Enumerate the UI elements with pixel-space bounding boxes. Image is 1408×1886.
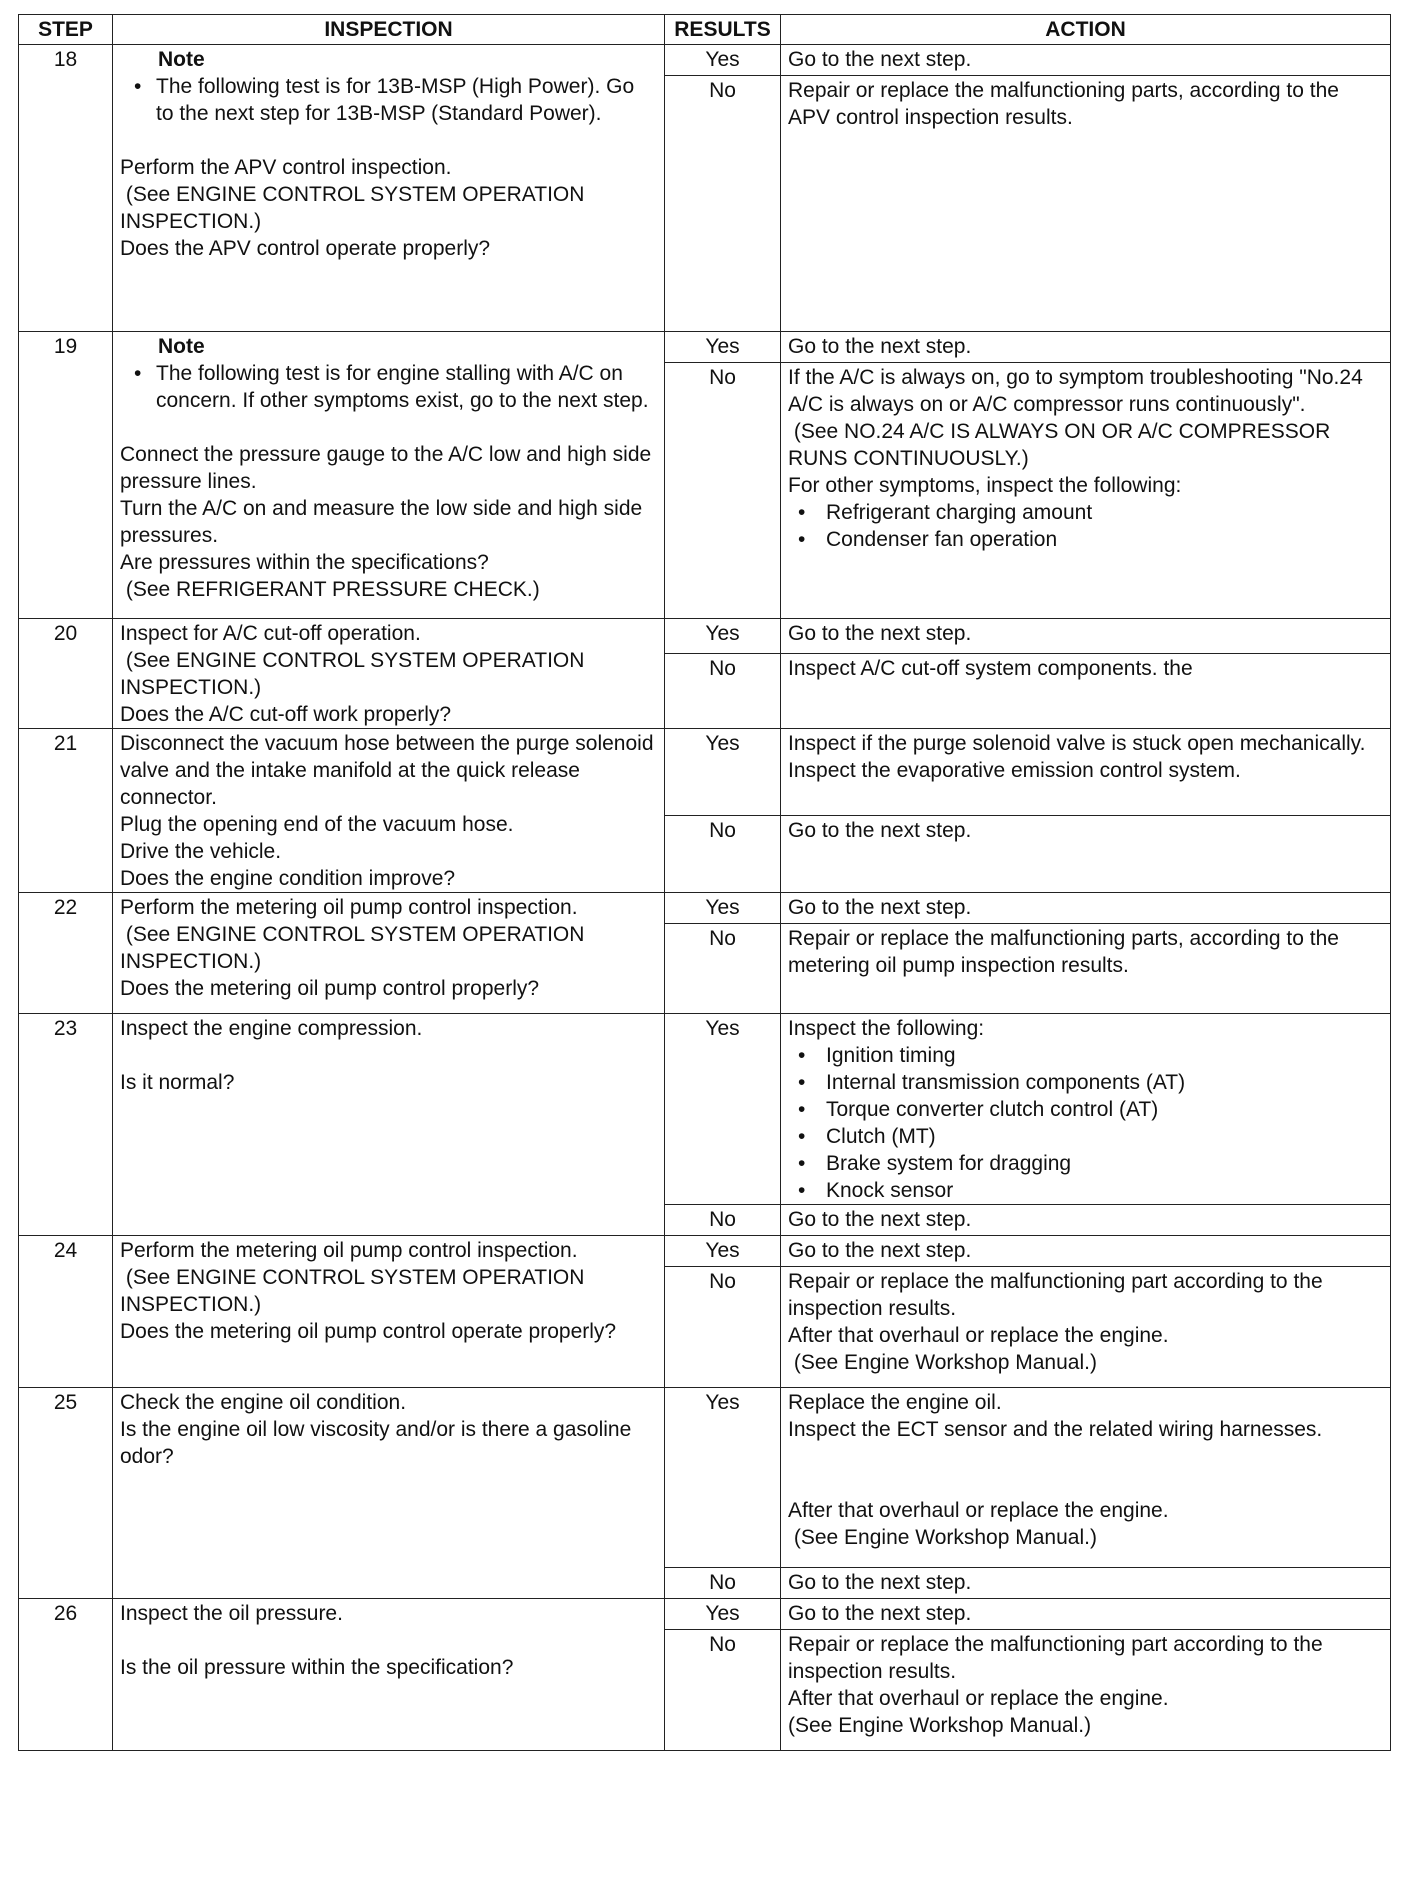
action-line: Inspect A/C cut-off system components. the <box>788 656 1193 680</box>
action-cell <box>781 1630 1391 1751</box>
result-no: No <box>665 76 781 332</box>
bullet-icon: • <box>798 1152 806 1175</box>
step-number: 18 <box>19 45 113 332</box>
inspection-cell <box>113 619 665 729</box>
note-text: The following test is for engine stalling with A/C on concern. If other symptoms exist, go to the next step. <box>156 362 649 412</box>
step-number: 19 <box>19 332 113 619</box>
table-row <box>19 893 1391 924</box>
step-number: 21 <box>19 729 113 893</box>
bullet-icon: • <box>798 501 806 524</box>
action-cell <box>781 1236 1391 1267</box>
inspection-line: Connect the pressure gauge to the A/C low and high side pressure lines. <box>120 443 658 493</box>
table-row <box>19 1236 1391 1267</box>
note-text: The following test is for 13B-MSP (High Power). Go to the next step for 13B-MSP (Standard Power). <box>156 75 635 125</box>
result-yes: Yes <box>665 1014 781 1205</box>
inspection-line: (See ENGINE CONTROL SYSTEM OPERATION INSPECTION.) <box>120 1266 591 1316</box>
action-line: Repair or replace the malfunctioning part according to the inspection results. <box>788 1270 1329 1320</box>
inspection-line: Does the metering oil pump control properly? <box>120 977 540 1000</box>
action-bullet-text: Torque converter clutch control (AT) <box>826 1098 1159 1121</box>
table-row <box>19 1014 1391 1205</box>
header-action: ACTION <box>781 15 1391 45</box>
inspection-line: Perform the metering oil pump control inspection. <box>120 896 578 919</box>
spacer <box>120 127 657 154</box>
table-row <box>19 1599 1391 1630</box>
action-line: (See Engine Workshop Manual.) <box>788 1714 1092 1737</box>
inspection-line: Turn the A/C on and measure the low side and high side pressures. <box>120 497 649 547</box>
action-cell <box>781 1014 1391 1205</box>
action-cell <box>781 1388 1391 1568</box>
bullet-icon: • <box>134 362 142 385</box>
note-title: Note <box>158 48 205 71</box>
action-line: For other symptoms, inspect the following: <box>788 474 1182 497</box>
action-line: Inspect the evaporative emission control system. <box>788 759 1241 782</box>
note-title: Note <box>158 335 205 358</box>
spacer <box>788 1443 1383 1470</box>
inspection-line: (See REFRIGERANT PRESSURE CHECK.) <box>120 578 540 601</box>
action-bullet-text: Refrigerant charging amount <box>826 501 1093 524</box>
inspection-cell <box>113 729 665 893</box>
result-yes: Yes <box>665 729 781 816</box>
inspection-line: Inspect the engine compression. <box>120 1017 423 1040</box>
bullet-icon: • <box>134 75 142 98</box>
action-line: Go to the next step. <box>788 1239 972 1262</box>
result-no: No <box>665 1267 781 1388</box>
action-bullet <box>788 499 1383 526</box>
spacer <box>120 1042 657 1069</box>
action-cell <box>781 1205 1391 1236</box>
table-row <box>19 1388 1391 1568</box>
inspection-line: Does the APV control operate properly? <box>120 237 491 260</box>
action-line: Replace the engine oil. <box>788 1391 1002 1414</box>
action-line: Go to the next step. <box>788 335 972 358</box>
inspection-line: (See ENGINE CONTROL SYSTEM OPERATION INSPECTION.) <box>120 649 591 699</box>
action-line: Go to the next step. <box>788 896 972 919</box>
step-number: 24 <box>19 1236 113 1388</box>
table-row <box>19 332 1391 363</box>
bullet-icon: • <box>798 1044 806 1067</box>
action-line: Go to the next step. <box>788 1571 972 1594</box>
action-line: After that overhaul or replace the engine. <box>788 1687 1169 1710</box>
bullet-icon: • <box>798 528 806 551</box>
action-cell <box>781 653 1391 728</box>
result-no: No <box>665 653 781 728</box>
action-line: Repair or replace the malfunctioning parts, according to the metering oil pump inspection results. <box>788 927 1345 977</box>
inspection-cell <box>113 1014 665 1236</box>
action-cell <box>781 924 1391 1014</box>
header-results: RESULTS <box>665 15 781 45</box>
action-bullet <box>788 1042 1383 1069</box>
action-cell <box>781 729 1391 816</box>
inspection-line: Is the oil pressure within the specification? <box>120 1656 514 1679</box>
inspection-line: Perform the APV control inspection. <box>120 156 452 179</box>
result-yes: Yes <box>665 1236 781 1267</box>
action-bullet <box>788 1069 1383 1096</box>
step-number: 23 <box>19 1014 113 1236</box>
action-cell <box>781 1599 1391 1630</box>
inspection-cell <box>113 45 665 332</box>
action-line: Inspect the ECT sensor and the related wiring harnesses. <box>788 1418 1323 1441</box>
action-line: Inspect if the purge solenoid valve is stuck open mechanically. <box>788 732 1366 755</box>
bullet-icon: • <box>798 1125 806 1148</box>
action-cell <box>781 332 1391 363</box>
inspection-line: Check the engine oil condition. <box>120 1391 407 1414</box>
inspection-cell <box>113 1236 665 1388</box>
inspection-line: Does the metering oil pump control operate properly? <box>120 1320 617 1343</box>
action-line: Go to the next step. <box>788 1208 972 1231</box>
action-bullet <box>788 526 1383 553</box>
action-line: (See Engine Workshop Manual.) <box>788 1526 1097 1549</box>
result-yes: Yes <box>665 45 781 76</box>
inspection-line: Does the engine condition improve? <box>120 867 456 890</box>
action-bullet <box>788 1177 1383 1204</box>
action-line: (See Engine Workshop Manual.) <box>788 1351 1097 1374</box>
action-bullet-text: Condenser fan operation <box>826 528 1058 551</box>
action-line: Go to the next step. <box>788 48 972 71</box>
action-line: After that overhaul or replace the engine. <box>788 1499 1169 1522</box>
action-line: Go to the next step. <box>788 1602 972 1625</box>
action-bullet-text: Knock sensor <box>826 1179 954 1202</box>
result-no: No <box>665 1630 781 1751</box>
action-cell <box>781 619 1391 654</box>
note-bullet <box>120 73 657 127</box>
result-no: No <box>665 363 781 619</box>
inspection-line: Perform the metering oil pump control inspection. <box>120 1239 578 1262</box>
bullet-icon: • <box>798 1179 806 1202</box>
inspection-line: (See ENGINE CONTROL SYSTEM OPERATION INSPECTION.) <box>120 923 591 973</box>
action-line: Go to the next step. <box>788 819 972 843</box>
action-line: (See NO.24 A/C IS ALWAYS ON OR A/C COMPRESSOR RUNS CONTINUOUSLY.) <box>788 420 1337 470</box>
action-bullet-text: Brake system for dragging <box>826 1152 1072 1175</box>
action-line: Repair or replace the malfunctioning parts, according to the APV control inspection results. <box>788 79 1344 129</box>
result-no: No <box>665 1568 781 1599</box>
spacer <box>120 414 657 441</box>
action-cell <box>781 1568 1391 1599</box>
action-bullet-text: Internal transmission components (AT) <box>826 1071 1186 1094</box>
action-cell <box>781 363 1391 619</box>
action-line: Inspect the following: <box>788 1017 985 1040</box>
bullet-icon: • <box>798 1098 806 1121</box>
inspection-line: Plug the opening end of the vacuum hose. <box>120 813 514 836</box>
inspection-line: Is it normal? <box>120 1071 235 1094</box>
spacer <box>788 1470 1383 1497</box>
troubleshooting-table-container <box>18 14 1390 1751</box>
inspection-cell <box>113 1599 665 1751</box>
action-line: Go to the next step. <box>788 622 972 645</box>
table-row <box>19 45 1391 76</box>
action-bullet-text: Clutch (MT) <box>826 1125 936 1148</box>
action-bullet-text: Ignition timing <box>826 1044 956 1067</box>
header-row <box>19 15 1391 45</box>
table-body <box>19 45 1391 1751</box>
inspection-line: Inspect the oil pressure. <box>120 1602 343 1625</box>
action-cell <box>781 1267 1391 1388</box>
inspection-line: Drive the vehicle. <box>120 840 282 863</box>
action-bullet <box>788 1150 1383 1177</box>
table-row <box>19 729 1391 816</box>
inspection-line: (See ENGINE CONTROL SYSTEM OPERATION INSPECTION.) <box>120 183 591 233</box>
inspection-cell <box>113 1388 665 1599</box>
header-inspection: INSPECTION <box>113 15 665 45</box>
inspection-line: Disconnect the vacuum hose between the purge solenoid valve and the intake manifold at the quick release connector. <box>120 732 660 809</box>
action-cell <box>781 816 1391 893</box>
inspection-cell <box>113 332 665 619</box>
table-row <box>19 619 1391 654</box>
inspection-cell <box>113 893 665 1014</box>
action-cell <box>781 893 1391 924</box>
inspection-line: Is the engine oil low viscosity and/or is there a gasoline odor? <box>120 1418 638 1468</box>
step-number: 26 <box>19 1599 113 1751</box>
action-cell <box>781 76 1391 332</box>
action-line: If the A/C is always on, go to symptom troubleshooting "No.24 A/C is always on or A/C compressor runs continuously". <box>788 366 1368 416</box>
action-bullet <box>788 1123 1383 1150</box>
result-no: No <box>665 816 781 893</box>
inspection-line: Inspect for A/C cut-off operation. <box>120 622 421 645</box>
header-step: STEP <box>19 15 113 45</box>
result-yes: Yes <box>665 1388 781 1568</box>
result-yes: Yes <box>665 893 781 924</box>
result-no: No <box>665 1205 781 1236</box>
result-yes: Yes <box>665 1599 781 1630</box>
bullet-icon: • <box>798 1071 806 1094</box>
spacer <box>120 1627 657 1654</box>
result-yes: Yes <box>665 332 781 363</box>
step-number: 20 <box>19 619 113 729</box>
inspection-line: Are pressures within the specifications? <box>120 551 489 574</box>
note-bullet <box>120 360 657 414</box>
action-bullet <box>788 1096 1383 1123</box>
result-yes: Yes <box>665 619 781 654</box>
step-number: 22 <box>19 893 113 1014</box>
result-no: No <box>665 924 781 1014</box>
action-line: After that overhaul or replace the engine. <box>788 1324 1169 1347</box>
action-line: Repair or replace the malfunctioning part according to the inspection results. <box>788 1633 1329 1683</box>
troubleshooting-table <box>18 14 1391 1751</box>
step-number: 25 <box>19 1388 113 1599</box>
inspection-line: Does the A/C cut-off work properly? <box>120 703 452 726</box>
action-cell <box>781 45 1391 76</box>
